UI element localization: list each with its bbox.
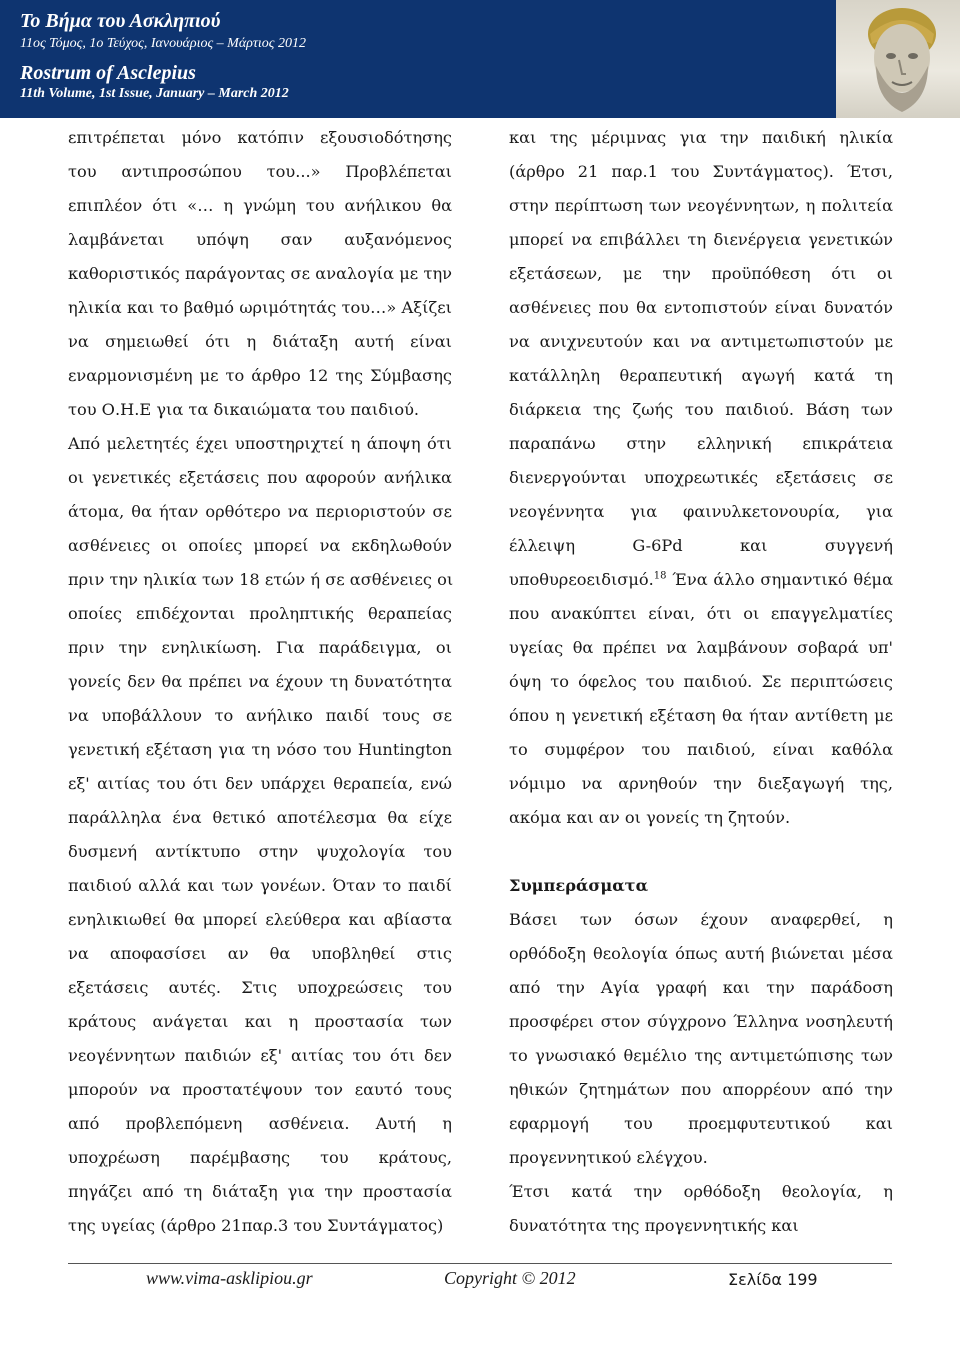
text-line: υποθυρεοειδισμό.$^{18}$ Ένα άλλο σημαντικό θέμα	[509, 570, 893, 589]
text-line: προγεννητικού ελέγχου.	[509, 1148, 708, 1167]
text-line: Βάσει των όσων έχουν αναφερθεί, η	[509, 910, 893, 929]
text-line: εφαρμογή του προεμφυτευτικού και	[509, 1114, 893, 1133]
text-line: επιπλέον ότι «… η γνώμη του ανήλικου θα	[68, 196, 452, 215]
text-line: παράλληλα ένα θετικό αποτέλεσμα θα είχε	[68, 808, 452, 827]
text-line: στην περίπτωση των νεογέννητων, η πολιτεία	[509, 196, 893, 215]
text-line: πριν την ηλικία των 18 ετών ή σε ασθένειες οι	[68, 570, 454, 589]
text-line: το συμφέρον του παιδιού, είναι καθόλα	[509, 740, 893, 759]
journal-issue-greek: 11ος Τόμος, 1ο Τεύχος, Ιανουάριος – Μάρτιος 2012	[20, 36, 306, 51]
text-line: της υγείας (άρθρο 21παρ.3 του Συντάγματος)	[68, 1216, 444, 1235]
text-line: κράτους ανάγεται και η προστασία των	[68, 1012, 452, 1031]
text-line: νεογέννητων παιδιών εξ' αιτίας του ότι δεν	[68, 1046, 452, 1065]
text-line: νεογέννητα για φαινυλκετονουρία, για	[509, 502, 893, 521]
text-line: γονείς δεν θα πρέπει να έχουν τη δυνατότητα	[68, 672, 452, 691]
section-heading: Συμπεράσματα	[509, 876, 649, 895]
text-line: το γνωσιακό θεμέλιο της αντιμετώπισης των	[509, 1046, 893, 1065]
text-line: υγείας θα πρέπει να λαμβάνουν σοβαρά υπ'	[509, 638, 893, 657]
text-line: άτομα, θα ήταν ορθότερο να περιοριστούν σε	[68, 502, 452, 521]
text-line: νόμιμο να αρνηθούν την διεξαγωγή της,	[509, 774, 893, 793]
footer-copyright: Copyright © 2012	[444, 1268, 576, 1288]
text-line: πριν την ενηλικίωση. Για παράδειγμα, οι	[68, 638, 452, 657]
journal-issue-english: 11th Volume, 1st Issue, January – March 2012	[20, 86, 289, 101]
text-line: να σημειωθεί ότι η διάταξη αυτή είναι	[68, 332, 452, 351]
text-line	[509, 835, 893, 869]
text-line: του αντιπροσώπου του...» Προβλέπεται	[68, 162, 452, 181]
text-line: όπου η γενετική εξέταση θα ήταν αντίθετη με	[509, 706, 893, 725]
asclepius-bust-icon	[836, 0, 960, 118]
text-line: και της μέριμνας για την παιδική ηλικία	[509, 128, 893, 147]
text-line: δυνατότητα της προγεννητικής και	[509, 1216, 799, 1235]
text-line: εξ' αιτίας του ότι δεν υπάρχει θεραπεία, ενώ	[68, 774, 452, 793]
text-line: ασθένειες οι οποίες μπορεί να εκδηλωθούν	[68, 536, 452, 555]
text-line: να αποφασίσει αν θα υποβληθεί στις	[68, 944, 452, 963]
text-line: ορθόδοξη θεολογία όπως αυτή βιώνεται μέσα	[509, 944, 893, 963]
text-line: Έτσι κατά την ορθόδοξη θεολογία, η	[509, 1182, 893, 1201]
text-line: από την Αγία γραφή και την παράδοση	[509, 978, 893, 997]
journal-header	[0, 0, 960, 118]
text-line: εξετάσεις αυτές. Στις υποχρεώσεις του	[68, 978, 452, 997]
text-line: εναρμονισμένη με το άρθρο 12 της Σύμβασης	[68, 366, 452, 385]
text-line: του Ο.Η.Ε για τα δικαιώματα του παιδιού.	[68, 400, 420, 419]
text-line: οποίες επιδέχονται προληπτικής θεραπείας	[68, 604, 452, 623]
text-line: ενηλικιωθεί θα μπορεί ελεύθερα και αβίαστα	[68, 910, 452, 929]
text-line: δυσμενή αντίκτυπο στην ψυχολογία του	[68, 842, 452, 861]
text-line: Από μελετητές έχει υποστηριχτεί η άποψη ότι	[68, 434, 452, 453]
text-line: ηλικία και το βαθμό ωριμότητάς του…» Αξίζει	[68, 298, 452, 317]
left-text-column	[68, 121, 452, 1243]
journal-title-english: Rostrum of Asclepius	[20, 62, 196, 84]
text-line: εξετάσεων, με την προϋπόθεση ότι οι	[509, 264, 893, 283]
text-line: ακόμα και αν οι γονείς τη ζητούν.	[509, 808, 791, 827]
text-line: καθοριστικός παράγοντας σε αναλογία με την	[68, 264, 452, 283]
text-line: υποχρέωση παρέμβασης του κράτους,	[68, 1148, 452, 1167]
text-line: έλλειψη G-6Pd και συγγενή	[509, 536, 893, 555]
text-line: παραπάνω στην ελληνική επικράτεια	[509, 434, 893, 453]
text-line: (άρθρο 21 παρ.1 του Συντάγματος). Έτσι,	[509, 162, 893, 181]
footer-website: www.vima-asklipiou.gr	[146, 1268, 313, 1288]
text-line: να ανιχνευτούν και να αντιμετωπιστούν με	[509, 332, 893, 351]
text-line: να υποβάλλουν το ανήλικο παιδί τους σε	[68, 706, 452, 725]
text-line: όψη το όφελος του παιδιού. Σε περιπτώσεις	[509, 672, 893, 691]
journal-title-greek: Το Βήμα του Ασκληπιού	[20, 10, 221, 32]
asclepius-bust-image	[836, 0, 960, 118]
footer-page-number: Σελίδα 199	[728, 1270, 818, 1289]
text-line: γενετική εξέταση για τη νόσο του Huntington	[68, 740, 452, 759]
text-line: διενεργούνται υποχρεωτικές εξετάσεις σε	[509, 468, 893, 487]
right-text-column	[509, 121, 893, 1243]
text-line: οι γενετικές εξετάσεις που αφορούν ανήλικα	[68, 468, 452, 487]
text-line: προσφέρει στον σύγχρονο Έλληνα νοσηλευτή	[509, 1012, 893, 1031]
text-line: παιδιού αλλά και των γονέων. Όταν το παιδί	[68, 876, 452, 895]
text-line: πηγάζει από τη διάταξη για την προστασία	[68, 1182, 452, 1201]
footer-divider	[68, 1263, 892, 1264]
text-line: κατάλληλη θεραπευτική αγωγή κατά τη	[509, 366, 893, 385]
text-line: που ανακύπτει είναι, ότι οι επαγγελματίες	[509, 604, 893, 623]
text-line: ηθικών ζητημάτων που απορρέουν από την	[509, 1080, 893, 1099]
text-line: από προβλεπόμενη ασθένεια. Αυτή η	[68, 1114, 452, 1133]
text-line: επιτρέπεται μόνο κατόπιν εξουσιοδότησης	[68, 128, 452, 147]
text-line: μπορούν να προστατέψουν τον εαυτό τους	[68, 1080, 452, 1099]
text-line: λαμβάνεται υπόψη σαν αυξανόμενος	[68, 230, 452, 249]
text-line: διάρκεια της ζωής του παιδιού. Βάση των	[509, 400, 893, 419]
text-line: μπορεί να επιβάλλει τη διενέργεια γενετικών	[509, 230, 893, 249]
text-line: ασθένειες που θα εντοπιστούν είναι δυνατόν	[509, 298, 893, 317]
